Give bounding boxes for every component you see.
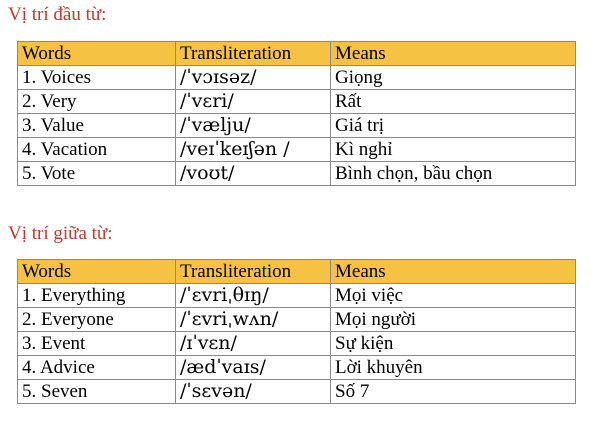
meaning-cell: Số 7 [331,380,576,404]
column-header-transliteration: Transliteration [176,260,331,284]
transliteration-cell: /ˈvɔɪsəz/ [176,66,331,90]
word-cell: 2. Everyone [18,308,176,332]
table-row [18,114,576,138]
meaning-cell: Mọi việc [331,284,576,308]
transliteration-cell: /ˈɛvriˌθɪŋ/ [176,284,331,308]
meaning-cell: Giá trị [331,114,576,138]
section-heading-middle-position: Vị trí giữa từ: [8,223,113,244]
table-row [18,284,576,308]
transliteration-cell: /ˈvɛri/ [176,90,331,114]
word-cell: 3. Event [18,332,176,356]
table-row [18,308,576,332]
table-row [18,66,576,90]
transliteration-cell: /voʊt/ [176,162,331,186]
table-header-row [18,260,576,284]
word-cell: 1. Everything [18,284,176,308]
meaning-cell: Lời khuyên [331,356,576,380]
table-row [18,380,576,404]
vocab-table-middle-position [17,259,576,404]
column-header-words: Words [18,42,176,66]
word-cell: 5. Seven [18,380,176,404]
meaning-cell: Mọi người [331,308,576,332]
transliteration-cell: /ˈɛvriˌwʌn/ [176,308,331,332]
meaning-cell: Sự kiện [331,332,576,356]
word-cell: 4. Advice [18,356,176,380]
transliteration-cell: /ˈsɛvən/ [176,380,331,404]
word-cell: 4. Vacation [18,138,176,162]
word-cell: 3. Value [18,114,176,138]
section-heading-initial-position: Vị trí đầu từ: [8,4,107,25]
meaning-cell: Giọng [331,66,576,90]
table-header-row [18,42,576,66]
column-header-means: Means [331,260,576,284]
table-row [18,162,576,186]
transliteration-cell: /ædˈvaɪs/ [176,356,331,380]
vocab-table-initial-position [17,41,576,186]
table-row [18,356,576,380]
transliteration-cell: /ɪˈvɛn/ [176,332,331,356]
table-row [18,332,576,356]
transliteration-cell: /veɪˈkeɪʃən / [176,138,331,162]
transliteration-cell: /ˈvælju/ [176,114,331,138]
meaning-cell: Bình chọn, bầu chọn [331,162,576,186]
table-row [18,90,576,114]
word-cell: 5. Vote [18,162,176,186]
word-cell: 1. Voices [18,66,176,90]
table-row [18,138,576,162]
column-header-means: Means [331,42,576,66]
word-cell: 2. Very [18,90,176,114]
meaning-cell: Kì nghỉ [331,138,576,162]
meaning-cell: Rất [331,90,576,114]
column-header-words: Words [18,260,176,284]
column-header-transliteration: Transliteration [176,42,331,66]
